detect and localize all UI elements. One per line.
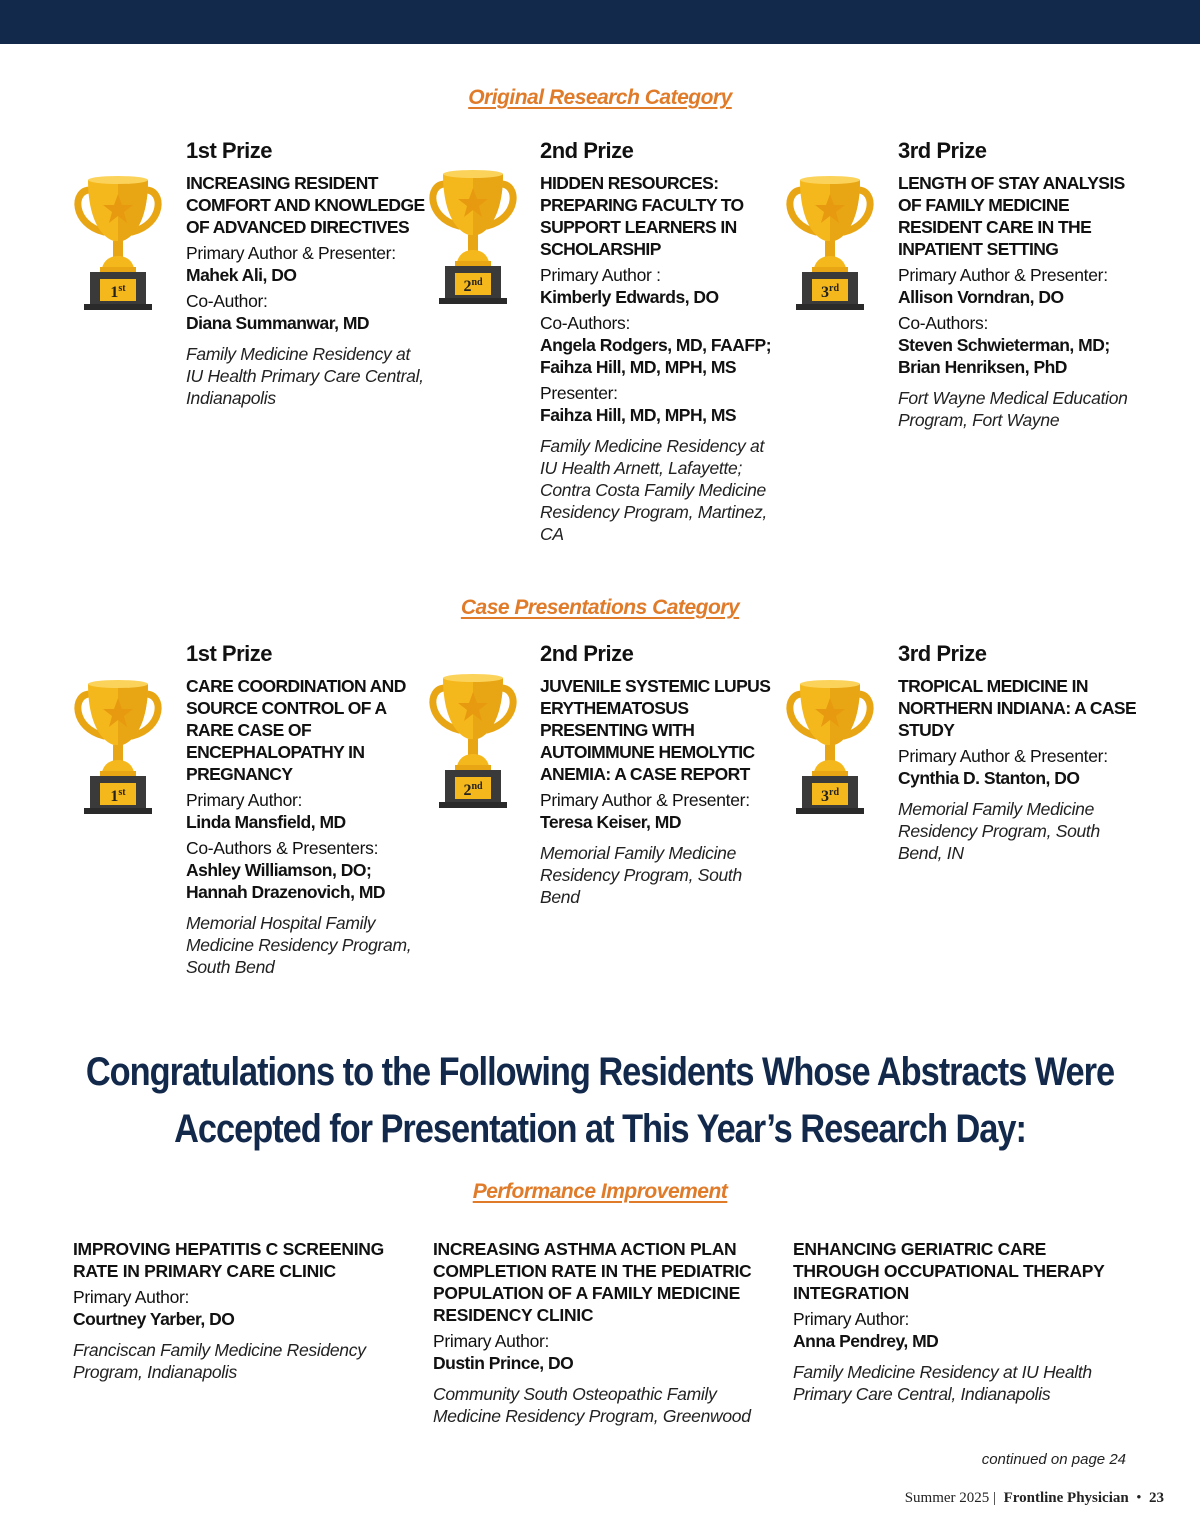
institution: Family Medicine Residency at IU Health Primary Care Central, Indianapolis	[793, 1362, 1092, 1404]
congrats-line: Accepted for Presentation at This Year’s Research Day:	[174, 1107, 1026, 1151]
role-label: Primary Author & Presenter:	[898, 746, 1108, 766]
role-label: Co-Authors:	[898, 313, 989, 333]
role-label: Primary Author:	[433, 1331, 550, 1351]
institution: Franciscan Family Medicine Residency Program, Indianapolis	[73, 1340, 366, 1382]
role-label: Presenter:	[540, 383, 618, 403]
role-label: Primary Author & Presenter:	[898, 265, 1108, 285]
third-place-trophy-icon	[782, 172, 878, 312]
footer-publication: Frontline Physician	[1003, 1490, 1129, 1506]
author-names: Cynthia D. Stanton, DO	[898, 768, 1080, 788]
svg-text:2nd: 2nd	[463, 781, 483, 799]
svg-text:3rd: 3rd	[821, 283, 839, 301]
page-number: 23	[1149, 1490, 1164, 1506]
first-place-trophy-icon	[70, 172, 166, 312]
author-names: Linda Mansfield, MD	[186, 812, 346, 832]
abstract-title: ENHANCING GERIATRIC CARE THROUGH OCCUPATIONAL THERAPY INTEGRATION	[793, 1239, 1105, 1303]
abstract-entry	[73, 1238, 418, 1383]
award-card	[898, 641, 1138, 864]
role-label: Co-Authors & Presenters:	[186, 838, 379, 858]
role-label: Primary Author & Presenter:	[186, 243, 396, 263]
abstract-title: INCREASING ASTHMA ACTION PLAN COMPLETION RATE IN THE PEDIATRIC POPULATION OF A FAMILY MEDICINE RESIDENCY CLINIC	[433, 1239, 752, 1325]
congrats-line: Congratulations to the Following Residents Whose Abstracts Were	[85, 1050, 1115, 1094]
author-names: Faihza Hill, MD, MPH, MS	[540, 405, 737, 425]
award-title: LENGTH OF STAY ANALYSIS OF FAMILY MEDICINE RESIDENT CARE IN THE INPATIENT SETTING	[898, 173, 1125, 259]
role-label: Primary Author:	[186, 790, 303, 810]
role-label: Primary Author:	[73, 1287, 190, 1307]
institution: Community South Osteopathic Family Medicine Residency Program, Greenwood	[433, 1384, 751, 1426]
prize-label: 1st Prize	[186, 138, 272, 163]
award-title: JUVENILE SYSTEMIC LUPUS ERYTHEMATOSUS PRESENTING WITH AUTOIMMUNE HEMOLYTIC ANEMIA: A CASE REPORT	[540, 676, 771, 784]
role-label: Primary Author :	[540, 265, 661, 285]
second-place-trophy-icon	[425, 670, 521, 810]
award-title: CARE COORDINATION AND SOURCE CONTROL OF A RARE CASE OF ENCEPHALOPATHY IN PREGNANCY	[186, 676, 406, 784]
congratulations-heading	[84, 1044, 1116, 1158]
svg-text:1st: 1st	[110, 283, 126, 301]
author-names: Allison Vorndran, DO	[898, 287, 1064, 307]
author-names: Courtney Yarber, DO	[73, 1309, 235, 1329]
award-card	[186, 138, 431, 409]
author-names: Mahek Ali, DO	[186, 265, 297, 285]
original-research-heading: Original Research Category	[468, 86, 732, 109]
author-names: Teresa Keiser, MD	[540, 812, 681, 832]
prize-label: 3rd Prize	[898, 641, 987, 666]
svg-text:3rd: 3rd	[821, 787, 839, 805]
third-place-trophy-icon	[782, 676, 878, 816]
prize-label: 1st Prize	[186, 641, 272, 666]
page-footer: Summer 2025 | Frontline Physician • 23	[904, 1490, 1164, 1506]
svg-text:1st: 1st	[110, 787, 126, 805]
author-names: Ashley Williamson, DO; Hannah Drazenovich, MD	[186, 860, 386, 902]
top-banner	[0, 0, 1200, 44]
author-names: Dustin Prince, DO	[433, 1353, 574, 1373]
prize-label: 3rd Prize	[898, 138, 987, 163]
award-title: HIDDEN RESOURCES: PREPARING FACULTY TO SUPPORT LEARNERS IN SCHOLARSHIP	[540, 173, 744, 259]
role-label: Co-Author:	[186, 291, 268, 311]
footer-issue: Summer 2025	[904, 1490, 990, 1506]
role-label: Primary Author:	[793, 1309, 910, 1329]
institution: Memorial Hospital Family Medicine Residency Program, South Bend	[186, 913, 412, 977]
prize-label: 2nd Prize	[540, 138, 634, 163]
continued-note: continued on page 24	[981, 1451, 1126, 1468]
abstract-entry	[433, 1238, 773, 1427]
prize-label: 2nd Prize	[540, 641, 634, 666]
svg-text:2nd: 2nd	[463, 277, 483, 295]
institution: Family Medicine Residency at IU Health Primary Care Central, Indianapolis	[186, 344, 424, 408]
role-label: Co-Authors:	[540, 313, 631, 333]
author-names: Anna Pendrey, MD	[793, 1331, 939, 1351]
abstract-title: IMPROVING HEPATITIS C SCREENING RATE IN PRIMARY CARE CLINIC	[73, 1239, 384, 1281]
case-presentations-heading: Case Presentations Category	[460, 596, 740, 619]
author-names: Angela Rodgers, MD, FAAFP; Faihza Hill, MD, MPH, MS	[540, 335, 772, 377]
second-place-trophy-icon	[425, 166, 521, 306]
author-names: Diana Summanwar, MD	[186, 313, 370, 333]
award-card	[540, 641, 775, 908]
award-card	[540, 138, 780, 545]
institution: Fort Wayne Medical Education Program, Fort Wayne	[898, 388, 1128, 430]
institution: Memorial Family Medicine Residency Program, South Bend	[540, 843, 742, 907]
award-title: TROPICAL MEDICINE IN NORTHERN INDIANA: A CASE STUDY	[898, 676, 1137, 740]
award-card	[898, 138, 1138, 431]
performance-improvement-heading: Performance Improvement	[472, 1180, 728, 1203]
abstract-entry	[793, 1238, 1113, 1405]
role-label: Primary Author & Presenter:	[540, 790, 750, 810]
author-names: Kimberly Edwards, DO	[540, 287, 719, 307]
award-card	[186, 641, 431, 978]
institution: Memorial Family Medicine Residency Program, South Bend, IN	[898, 799, 1100, 863]
institution: Family Medicine Residency at IU Health Arnett, Lafayette; Contra Costa Family Medicine Residency Program, Martinez, CA	[540, 436, 767, 544]
first-place-trophy-icon	[70, 676, 166, 816]
author-names: Steven Schwieterman, MD; Brian Henriksen, PhD	[898, 335, 1110, 377]
award-title: INCREASING RESIDENT COMFORT AND KNOWLEDGE OF ADVANCED DIRECTIVES	[186, 173, 425, 237]
